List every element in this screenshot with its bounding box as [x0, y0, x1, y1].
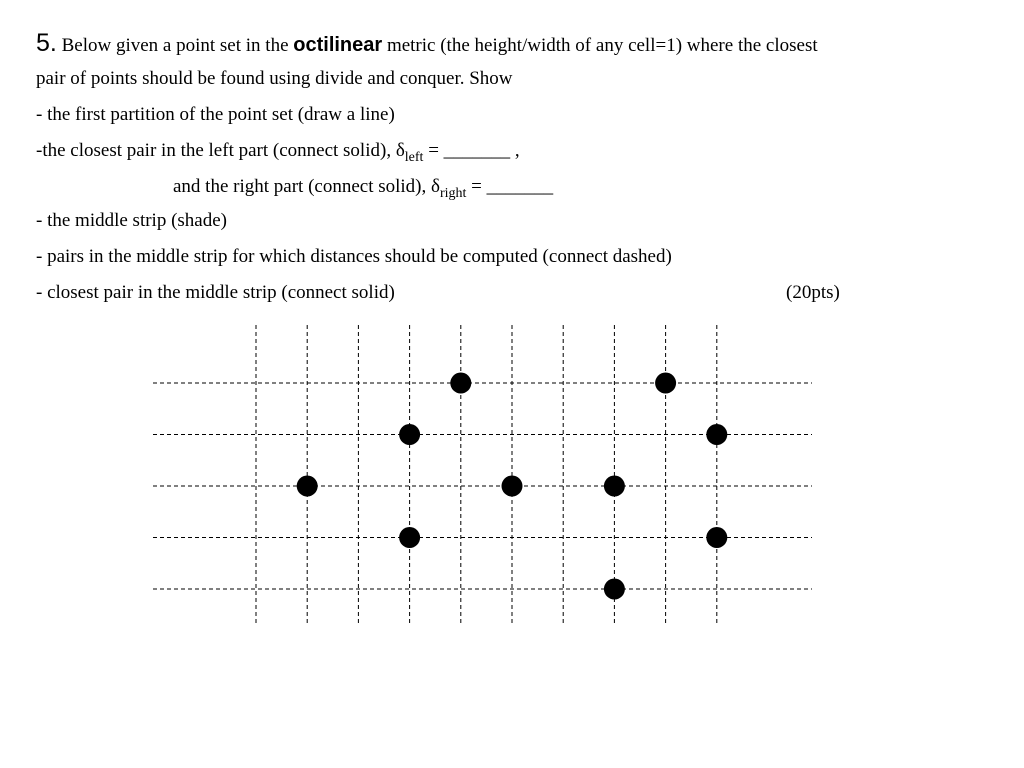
grid-point: [297, 476, 318, 497]
grid-point: [399, 527, 420, 548]
delta-right-subscript: right: [439, 186, 467, 201]
intro-text-after: metric (the height/width of any cell=1) where the closest: [382, 35, 818, 56]
grid-point: [604, 476, 625, 497]
points-value: (20pts): [786, 282, 840, 303]
grid-point: [706, 527, 727, 548]
grid-point: [502, 476, 523, 497]
grid-point: [706, 424, 727, 445]
grid-point: [450, 373, 471, 394]
item-closest-right-text: and the right part (connect solid),: [173, 176, 432, 197]
grid-point: [399, 424, 420, 445]
delta-symbol: δ: [395, 140, 405, 161]
item-strip-pairs: - pairs in the middle strip for which distances should be computed (connect dashed): [36, 246, 672, 267]
question-line-2: pair of points should be found using divide and conquer. Show: [36, 68, 513, 89]
delta-left-blank: = _______ ,: [423, 140, 520, 161]
item-middle-strip: - the middle strip (shade): [36, 210, 228, 231]
grid-point: [655, 373, 676, 394]
item-partition: - the first partition of the point set (draw a line): [36, 104, 395, 125]
metric-keyword: octilinear: [293, 34, 383, 56]
question-number: 5.: [36, 29, 57, 57]
grid-point: [604, 579, 625, 600]
delta-left-subscript: left: [404, 150, 424, 165]
item-closest-left-text: -the closest pair in the left part (connect solid),: [36, 140, 396, 161]
delta-symbol-right: δ: [431, 176, 440, 197]
item-closest-strip: - closest pair in the middle strip (connect solid): [36, 282, 395, 303]
intro-text-before: Below given a point set in the: [61, 35, 294, 56]
delta-right-blank: = _______: [466, 176, 554, 197]
